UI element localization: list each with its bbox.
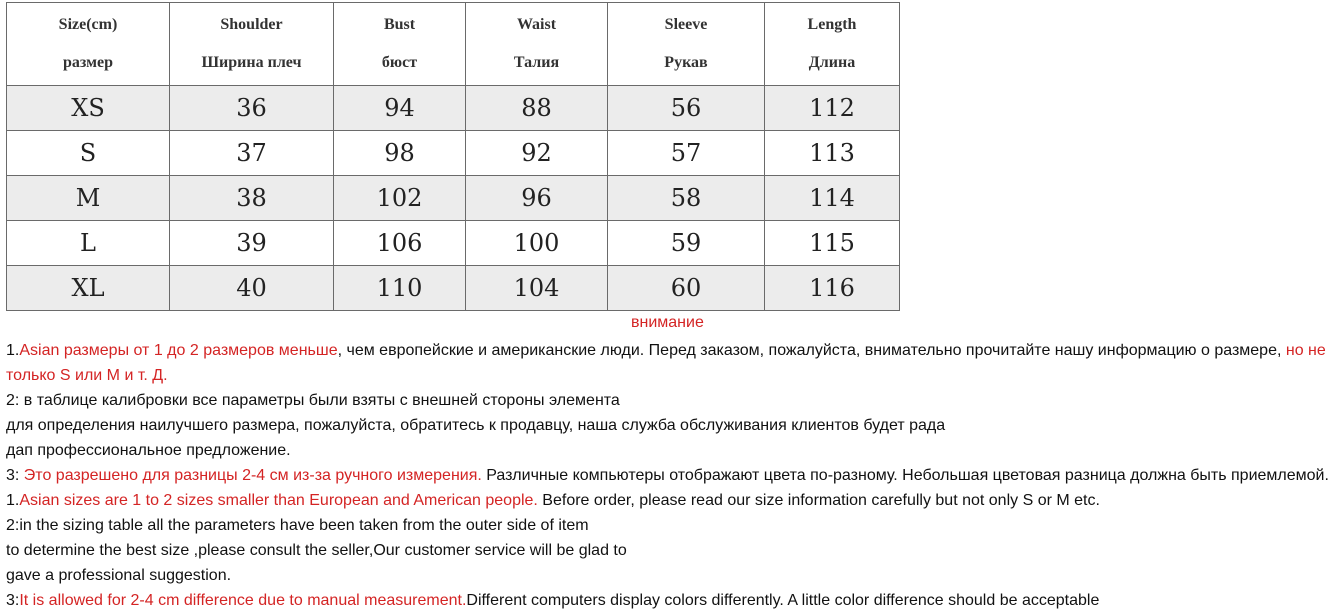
ru-note-2-line-1: 2: в таблице калибровки все параметры были взяты с внешней стороны элемента bbox=[6, 392, 620, 409]
shoulder-cell: 38 bbox=[170, 176, 334, 221]
header-size bbox=[7, 3, 170, 86]
table-row bbox=[7, 221, 900, 266]
ru-note-3-highlight: Это разрешено для разницы 2-4 см из-за ручного измерения. bbox=[23, 467, 482, 484]
header-length-en: Length bbox=[807, 16, 857, 33]
header-bust-ru: бюст bbox=[381, 54, 418, 71]
header-shoulder-ru: Ширина плеч bbox=[201, 54, 302, 71]
en-note-2-line-2: to determine the best size ,please consult the seller,Our customer service will be glad to bbox=[6, 542, 627, 559]
ru-note-1-continued: только S или M и т. Д. bbox=[6, 367, 168, 384]
sleeve-cell: 57 bbox=[608, 131, 765, 176]
header-sleeve bbox=[608, 3, 765, 86]
waist-cell: 88 bbox=[466, 86, 608, 131]
ru-note-1-prefix: 1. bbox=[6, 342, 20, 359]
ru-note-1-highlight-2: но не bbox=[1285, 342, 1326, 359]
header-waist-ru: Талия bbox=[513, 54, 560, 71]
bust-cell: 102 bbox=[334, 176, 466, 221]
length-cell: 116 bbox=[765, 266, 900, 311]
sleeve-cell: 60 bbox=[608, 266, 765, 311]
header-length bbox=[765, 3, 900, 86]
en-note-3-text: Different computers display colors differently. A little color difference should be acceptable bbox=[466, 592, 1100, 609]
header-bust bbox=[334, 3, 466, 86]
shoulder-cell: 39 bbox=[170, 221, 334, 266]
en-note-3-prefix: 3: bbox=[6, 592, 20, 609]
table-row bbox=[7, 86, 900, 131]
header-size-en: Size(cm) bbox=[58, 16, 118, 33]
waist-cell: 92 bbox=[466, 131, 608, 176]
en-note-1-highlight: Asian sizes are 1 to 2 sizes smaller than European and American people. bbox=[19, 492, 538, 509]
waist-cell: 100 bbox=[466, 221, 608, 266]
ru-note-3-prefix: 3: bbox=[6, 467, 24, 484]
sleeve-cell: 58 bbox=[608, 176, 765, 221]
sleeve-cell: 59 bbox=[608, 221, 765, 266]
header-waist bbox=[466, 3, 608, 86]
waist-cell: 104 bbox=[466, 266, 608, 311]
ru-note-1 bbox=[6, 342, 1326, 360]
header-bust-en: Bust bbox=[383, 16, 416, 33]
sleeve-cell: 56 bbox=[608, 86, 765, 131]
length-cell: 113 bbox=[765, 131, 900, 176]
header-waist-en: Waist bbox=[516, 16, 557, 33]
en-note-1 bbox=[6, 492, 1100, 510]
table-row bbox=[7, 176, 900, 221]
header-sleeve-en: Sleeve bbox=[664, 16, 708, 33]
bust-cell: 94 bbox=[334, 86, 466, 131]
en-note-3 bbox=[6, 592, 1099, 610]
ru-note-3 bbox=[6, 467, 1329, 485]
bust-cell: 106 bbox=[334, 221, 466, 266]
shoulder-cell: 36 bbox=[170, 86, 334, 131]
size-cell: S bbox=[7, 131, 170, 176]
ru-note-3-text: Различные компьютеры отображают цвета по-разному. Небольшая цветовая разница должна быть приемлемой. bbox=[481, 467, 1329, 484]
size-cell: L bbox=[7, 221, 170, 266]
bust-cell: 98 bbox=[334, 131, 466, 176]
header-size-ru: размер bbox=[63, 54, 113, 71]
shoulder-cell: 40 bbox=[170, 266, 334, 311]
header-length-ru: Длина bbox=[808, 54, 856, 71]
notice-title: внимание bbox=[631, 314, 704, 331]
header-sleeve-ru: Рукав bbox=[664, 54, 708, 71]
table-header-row bbox=[7, 3, 900, 86]
shoulder-cell: 37 bbox=[170, 131, 334, 176]
ru-note-2-line-2: для определения наилучшего размера, пожалуйста, обратитесь к продавцу, наша служба обслуживания клиентов будет рада bbox=[6, 417, 946, 434]
header-shoulder bbox=[170, 3, 334, 86]
bust-cell: 110 bbox=[334, 266, 466, 311]
en-note-1-text: Before order, please read our size information carefully but not only S or M etc. bbox=[537, 492, 1100, 509]
ru-note-2-line-3: дап профессиональное предложение. bbox=[6, 442, 291, 459]
table-row bbox=[7, 131, 900, 176]
en-note-3-highlight: It is allowed for 2-4 cm difference due to manual measurement. bbox=[19, 592, 467, 609]
ru-note-1-highlight: Asian размеры от 1 до 2 размеров меньше bbox=[19, 342, 338, 359]
length-cell: 112 bbox=[765, 86, 900, 131]
en-note-2-line-3: gave a professional suggestion. bbox=[6, 567, 232, 584]
en-note-2-line-1: 2:in the sizing table all the parameters have been taken from the outer side of item bbox=[6, 517, 589, 534]
size-cell: XL bbox=[7, 266, 170, 311]
waist-cell: 96 bbox=[466, 176, 608, 221]
size-cell: XS bbox=[7, 86, 170, 131]
ru-note-1-text: , чем европейские и американские люди. Перед заказом, пожалуйста, внимательно прочитайте нашу информацию о размере, bbox=[337, 342, 1286, 359]
length-cell: 115 bbox=[765, 221, 900, 266]
size-chart-table bbox=[6, 2, 900, 311]
length-cell: 114 bbox=[765, 176, 900, 221]
en-note-1-prefix: 1. bbox=[6, 492, 20, 509]
table-row bbox=[7, 266, 900, 311]
header-shoulder-en: Shoulder bbox=[220, 16, 283, 33]
size-cell: M bbox=[7, 176, 170, 221]
